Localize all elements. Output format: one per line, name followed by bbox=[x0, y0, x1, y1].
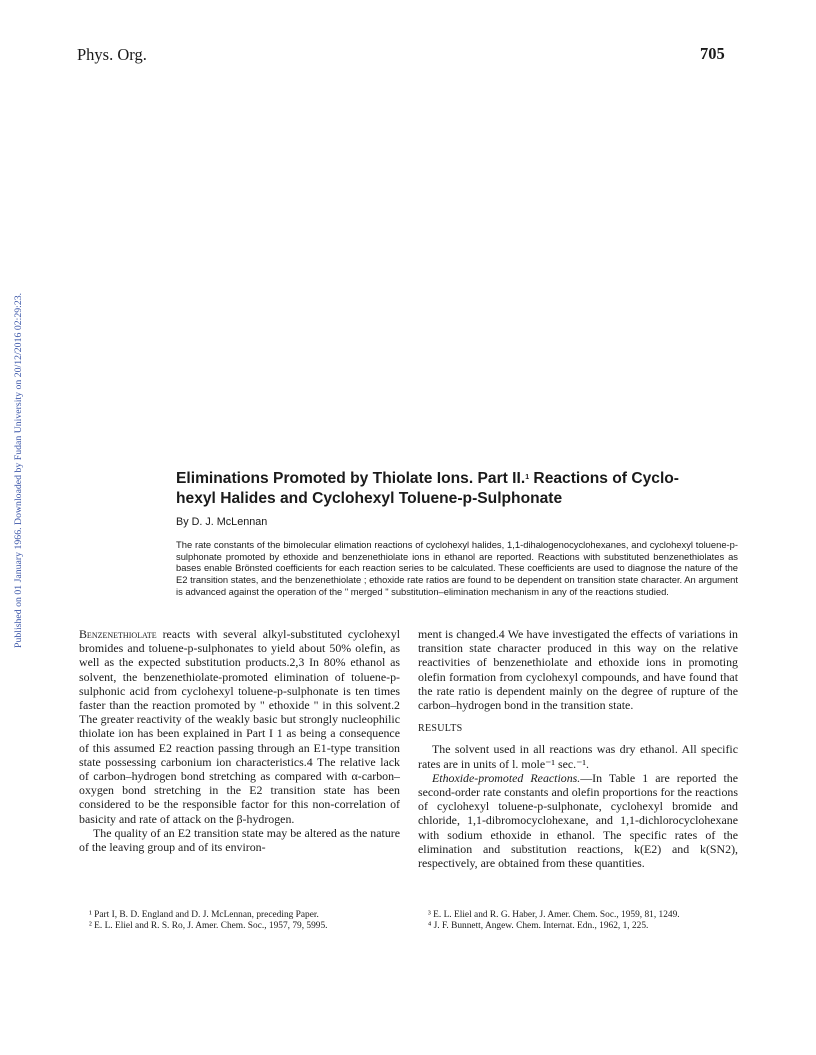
footnote-4: ⁴ J. F. Bunnett, Angew. Chem. Internat. Edn., 1962, 1, 225. bbox=[428, 921, 649, 931]
title-footnote-ref: 1 bbox=[525, 474, 530, 481]
journal-name: Phys. Org. bbox=[77, 45, 147, 64]
ethoxide-text: —In Table 1 are reported the second-order rate constants and olefin proportions for the reactions of cyclohexyl toluene-p-sulphonate, cyclohexyl bromide and chloride, 1,1-dibromocyclohexane, and 1,1-dichlorocyclohexane with sodium ethoxide in ethanol. The specific rates of the elimination and substitution reactions, k(E2) and k(SN2), respectively, are obtained from these quantities. bbox=[418, 770, 738, 871]
body-left-column bbox=[79, 627, 400, 854]
ethoxide-paragraph bbox=[418, 771, 738, 870]
page-number: 705 bbox=[700, 44, 725, 63]
intro-paragraph bbox=[79, 627, 400, 826]
title-line-1-tail: Reactions of Cyclo- bbox=[529, 470, 679, 487]
lead-word: Benzenethiolate bbox=[79, 627, 157, 641]
continuation-paragraph: ment is changed.4 We have investigated the effects of variations in transition state character produced in this way on the relative reactivities of benzenethiolate and ethoxide ions in promoting olefin formation from cyclohexyl compounds, and have found that the rate ratio is dependent mainly on the degree of rupture of the carbon–hydrogen bond in the transition state. bbox=[418, 627, 738, 713]
article-title bbox=[176, 469, 741, 509]
footnote-2: ² E. L. Eliel and R. S. Ro, J. Amer. Chem. Soc., 1957, 79, 5995. bbox=[89, 921, 328, 931]
abstract: The rate constants of the bimolecular elimation reactions of cyclohexyl halides, 1,1-dihalogenocyclohexanes, and cyclohexyl toluene-p-sulphonate promoted by ethoxide and benzenethiolate ions in ethanol are reported. Reactions with substituted benzenethiolates as bases enable Brönsted coefficients for each reaction series to be calculated. These coefficients are used to diagnose the nature of the E2 transition states, and the benzenethiolate ; ethoxide rate ratios are found to be dependent on transition state character. An argument is advanced against the operation of the " merged " substitution–elimination mechanism in any of the reactions studied. bbox=[176, 539, 738, 597]
footnote-1: ¹ Part I, B. D. England and D. J. McLennan, preceding Paper. bbox=[89, 910, 319, 920]
download-watermark: Published on 01 January 1966. Downloaded by Fudan University on 20/12/2016 02:29:23. bbox=[13, 292, 24, 648]
intro-text: reacts with several alkyl-substituted cyclohexyl bromides and toluene-p-sulphonates to yield about 50% olefin, as well as the expected substitution products.2,3 In 80% ethanol as solvent, the benzenethiolate-promoted elimination of toluene-p-sulphonic acid from cyclohexyl toluene-p-sulphonate is ten times faster than the reaction promoted by " ethoxide " in this solvent.2 The greater reactivity of the weakly basic but strongly nucleophilic thiolate ion has been explained in Part I 1 as being a consequence of this assumed E2 reaction passing through an E1-type transition state possessing carbonium ion characteristics.4 The relative lack of carbon–hydrogen bond stretching as compared with α-carbon–oxygen bond stretching in the E2 transition state has been considered to be the responsible factor for this non-correlation of basicity and rate of attack on the β-hydrogen. bbox=[79, 627, 400, 826]
footnotes-left bbox=[79, 910, 400, 932]
footnote-3: ³ E. L. Eliel and R. G. Haber, J. Amer. Chem. Soc., 1959, 81, 1249. bbox=[428, 910, 680, 920]
footnotes-right bbox=[418, 910, 738, 932]
body-right-column bbox=[418, 627, 738, 870]
section-heading-results: RESULTS bbox=[418, 723, 463, 735]
title-line-1: Eliminations Promoted by Thiolate Ions. Part II. bbox=[176, 470, 526, 487]
solvent-paragraph: The solvent used in all reactions was dry ethanol. All specific rates are in units of l. mole⁻¹ sec.⁻¹. bbox=[418, 742, 738, 771]
author-byline: By D. J. McLennan bbox=[176, 516, 268, 528]
title-line-2: hexyl Halides and Cyclohexyl Toluene-p-Sulphonate bbox=[176, 490, 563, 507]
second-paragraph: The quality of an E2 transition state may be altered as the nature of the leaving group and of its environ- bbox=[79, 825, 400, 855]
subsection-heading: Ethoxide-promoted Reactions. bbox=[432, 770, 581, 785]
